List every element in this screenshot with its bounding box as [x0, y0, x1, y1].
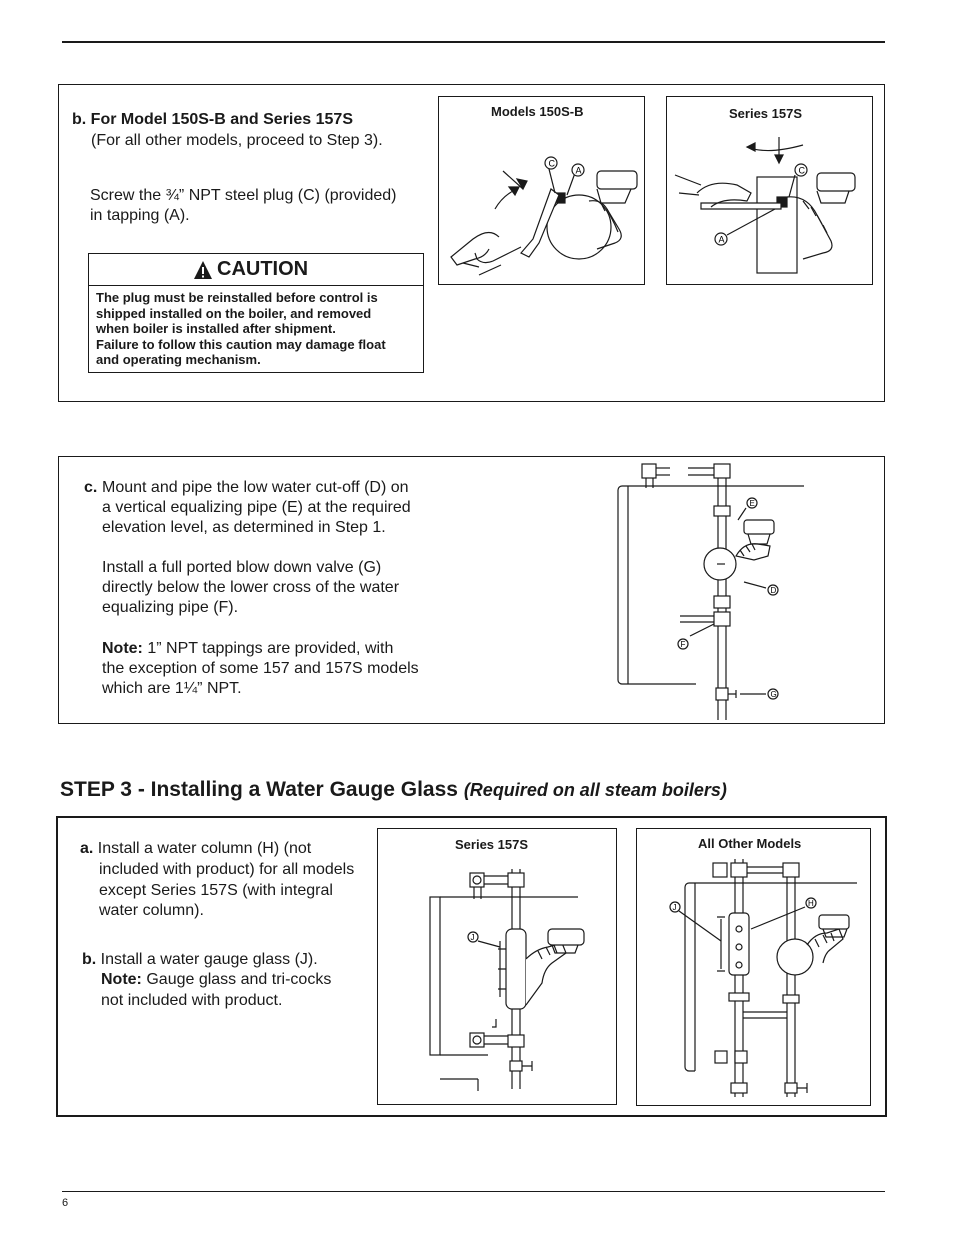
figure-label: Series 157S [455, 837, 529, 852]
caution-header [89, 254, 423, 286]
section-b-subheading: (For all other models, proceed to Step 3). [91, 132, 383, 149]
step-3-a-line [80, 839, 311, 859]
warning-triangle-icon [193, 260, 213, 280]
step-3-b-line [82, 950, 318, 970]
section-c-line: which are 1¼” NPT. [102, 680, 242, 697]
top-rule [62, 41, 885, 43]
figure-series-157s [666, 96, 873, 285]
section-b-instruction-line-1: Screw the ¾” NPT steel plug (C) (provided) [90, 187, 397, 204]
note-text: Gauge glass and tri-cocks [146, 971, 332, 988]
note-label: Note: [101, 971, 142, 988]
callout-a: A [718, 234, 725, 245]
step-3-b-note-line [101, 970, 331, 990]
caution-text [96, 290, 418, 368]
page-number: 6 [62, 1197, 69, 1209]
section-c-line: equalizing pipe (F). [102, 599, 239, 616]
callout-a: A [575, 165, 582, 176]
callout-h: H [808, 899, 814, 908]
section-b-heading: b. For Model 150S-B and Series 157S [72, 111, 353, 128]
step-3-a-line: included with product) for all models [99, 861, 355, 878]
callout-f: F [680, 640, 686, 649]
step-3-heading [60, 778, 727, 802]
figure-models-150s-b [438, 96, 645, 285]
wrench-plug-illustration [667, 97, 872, 284]
section-b-instruction-line-2: in tapping (A). [90, 207, 190, 224]
figure-all-other-models-gauge [636, 828, 871, 1106]
wrench-plug-illustration [439, 97, 644, 284]
note-label: Note: [102, 640, 143, 657]
step-3-subtitle: (Required on all steam boilers) [463, 780, 727, 800]
caution-line: Failure to follow this caution may damage float [96, 336, 386, 352]
step-3-a-line: water column). [99, 902, 204, 919]
caution-line: and operating mechanism. [96, 352, 261, 368]
bottom-rule [62, 1191, 885, 1192]
callout-j: J [470, 933, 475, 942]
callout-d: D [770, 586, 777, 595]
callout-e: E [749, 499, 755, 508]
water-column-illustration [637, 829, 870, 1105]
caution-box [88, 253, 424, 373]
step-3-a-text: Install a water column (H) (not [97, 840, 312, 857]
step-3-a-line: except Series 157S (with integral [99, 882, 333, 899]
section-c-line: a vertical equalizing pipe (E) at the required [102, 499, 411, 516]
caution-title: CAUTION [217, 258, 309, 280]
section-c-line: directly below the lower cross of the water [102, 579, 400, 596]
section-c-line: Install a full ported blow down valve (G) [102, 559, 382, 576]
section-c-note-line [102, 639, 393, 659]
caution-line: The plug must be reinstalled before control is [96, 290, 378, 305]
section-c-line: elevation level, as determined in Step 1. [102, 519, 386, 536]
step-3-b-marker: b. [82, 951, 97, 968]
section-c-line: Mount and pipe the low water cut-off (D) on [102, 479, 409, 496]
caution-line: when boiler is installed after shipment. [96, 321, 336, 337]
figure-label: Models 150S-B [491, 104, 584, 119]
section-c-marker: c. [84, 479, 98, 496]
figure-series-157s-gauge [377, 828, 617, 1105]
figure-label: Series 157S [729, 106, 803, 121]
callout-c: C [798, 165, 805, 176]
callout-j: J [672, 903, 677, 912]
section-c-line: the exception of some 157 and 157S models [102, 660, 419, 677]
note-text: 1” NPT tappings are provided, with [147, 640, 394, 657]
step-3-title: STEP 3 - Installing a Water Gauge Glass [60, 778, 458, 801]
callout-c: C [548, 158, 555, 169]
caution-line: shipped installed on the boiler, and removed [96, 305, 372, 321]
step-3-b-note-line: not included with product. [101, 992, 283, 1009]
gauge-glass-illustration [378, 829, 616, 1104]
step-3-a-marker: a. [80, 840, 94, 857]
figure-label: All Other Models [698, 836, 802, 851]
step-3-b-text: Install a water gauge glass (J). [100, 951, 318, 968]
callout-g: G [770, 690, 777, 699]
equalizing-pipe-illustration [600, 458, 830, 722]
